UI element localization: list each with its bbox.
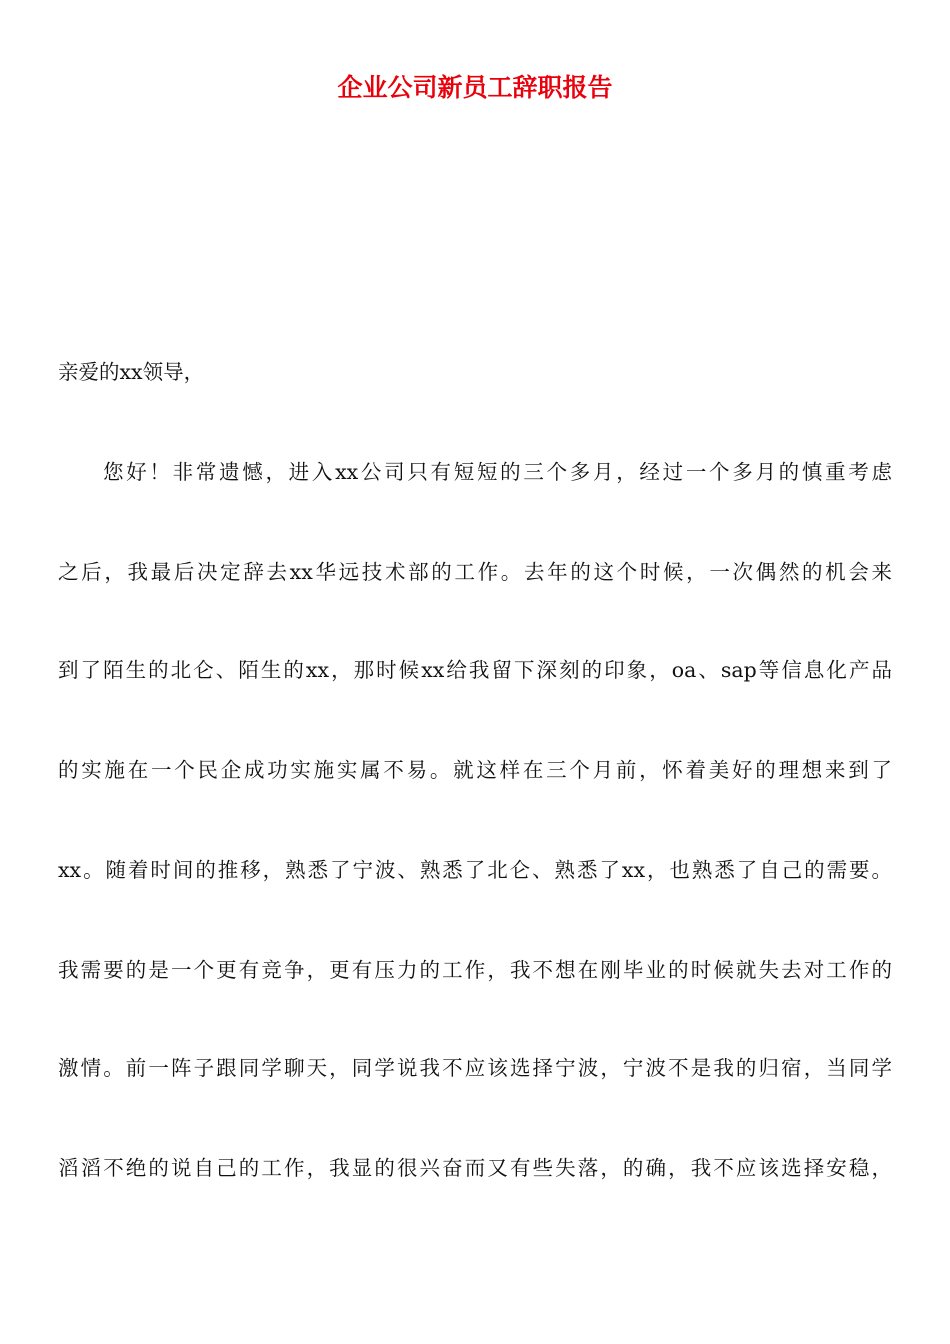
letter-greeting: 亲爱的xx领导，	[58, 360, 205, 384]
document-title: 企业公司新员工辞职报告	[337, 73, 613, 102]
body-line: 您好！非常遗憾，进入xx公司只有短短的三个多月，经过一个多月的慎重考虑	[103, 460, 892, 484]
body-line: 激情。前一阵子跟同学聊天，同学说我不应该选择宁波，宁波不是我的归宿，当同学	[58, 1056, 892, 1080]
body-line: 的实施在一个民企成功实施实属不易。就这样在三个月前，怀着美好的理想来到了	[58, 758, 892, 782]
body-line: 我需要的是一个更有竞争，更有压力的工作，我不想在刚毕业的时候就失去对工作的	[58, 958, 892, 982]
body-line: 滔滔不绝的说自己的工作，我显的很兴奋而又有些失落，的确，我不应该选择安稳，	[58, 1156, 892, 1180]
body-line: xx。随着时间的推移，熟悉了宁波、熟悉了北仑、熟悉了xx，也熟悉了自己的需要。	[58, 858, 892, 882]
body-line: 之后，我最后决定辞去xx华远技术部的工作。去年的这个时候，一次偶然的机会来	[58, 560, 892, 584]
body-line: 到了陌生的北仑、陌生的xx，那时候xx给我留下深刻的印象，oa、sap等信息化产品	[58, 658, 892, 682]
